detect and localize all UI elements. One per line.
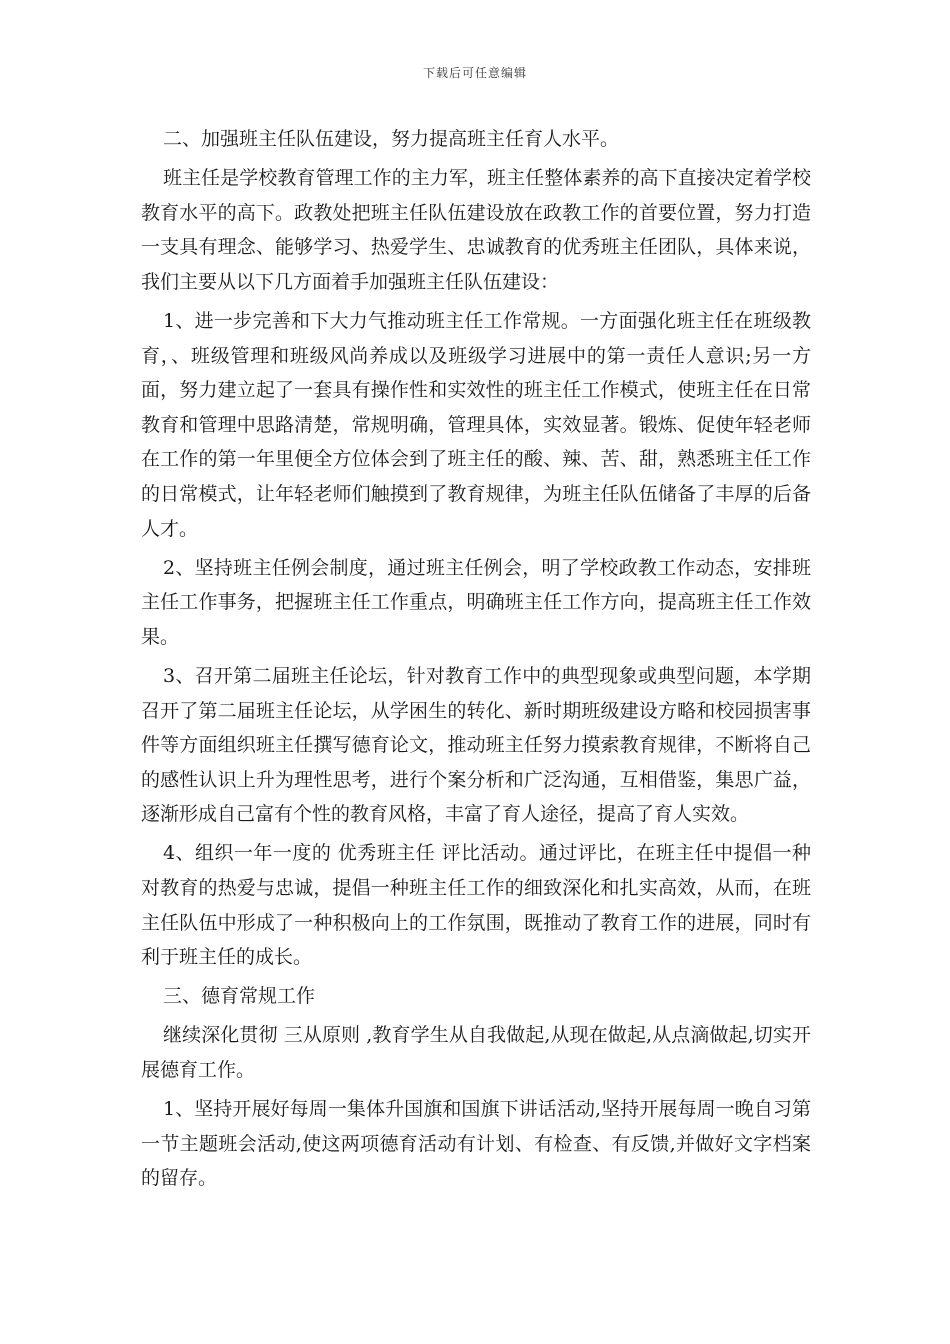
page-header: 下载后可任意编辑 <box>422 66 527 80</box>
section-heading-moral-education: 三、德育常规工作 <box>163 985 316 1008</box>
paragraph-item-3: 3、召开第二届班主任论坛，针对教育工作中的典型现象或典型问题，本学期召开了第二届班主任论坛，从学困生的转化、新时期班级建设方略和校园损害事件等方面组织班主任撰写德育论文，推动班主任努力摸索教育规律，不断将自己的感性认识上升为理性思考，进行个案分析和广泛沟通，互相借鉴，集思广益，逐渐形成自己富有个性的教育风格，丰富了育人途径，提高了育人实效。 <box>141 664 811 826</box>
paragraph-item-4: 4、组织一年一度的 优秀班主任 评比活动。通过评比，在班主任中提倡一种对教育的热爱与忠诚，提倡一种班主任工作的细致深化和扎实高效，从而，在班主任队伍中形成了一种积极向上的工作氛围，既推动了教育工作的进展，同时有利于班主任的成长。 <box>141 842 811 969</box>
paragraph-intro: 班主任是学校教育管理工作的主力军，班主任整体素养的高下直接决定着学校教育水平的高下。政教处把班主任队伍建设放在政教工作的首要位置，努力打造一支具有理念、能够学习、热爱学生、忠诚教育的优秀班主任团队，具体来说，我们主要从以下几方面着手加强班主任队伍建设： <box>141 167 811 293</box>
section-heading-team-building: 二、加强班主任队伍建设，努力提高班主任育人水平。 <box>163 128 620 150</box>
paragraph-item-1: 1、进一步完善和下大力气推动班主任工作常规。一方面强化班主任在班级教育，、班级管理和班级风尚养成以及班级学习进展中的第一责任人意识;另一方面，努力建立起了一套具有操作性和实效性的班主任工作模式，使班主任在日常教育和管理中思路清楚，常规明确，管理具体，实效显著。锻炼、促使年轻老师在工作的第一年里便全方位体会到了班主任的酸、辣、苦、甜，熟悉班主任工作的日常模式，让年轻老师们触摸到了教育规律，为班主任队伍储备了丰厚的后备人才。 <box>141 309 811 540</box>
paragraph-principle: 继续深化贯彻 三从原则 ,教育学生从自我做起,从现在做起,从点滴做起,切实开展德育工作。 <box>141 1024 811 1081</box>
paragraph-routine-1: 1、坚持开展好每周一集体升国旗和国旗下讲话活动,坚持开展每周一晚自习第一节主题班会活动,使这两项德育活动有计划、有检查、有反馈,并做好文字档案的留存。 <box>141 1098 811 1190</box>
document-body <box>141 122 811 1200</box>
paragraph-item-2: 2、坚持班主任例会制度，通过班主任例会，明了学校政教工作动态，安排班主任工作事务，把握班主任工作重点，明确班主任工作方向，提高班主任工作效果。 <box>141 556 811 648</box>
